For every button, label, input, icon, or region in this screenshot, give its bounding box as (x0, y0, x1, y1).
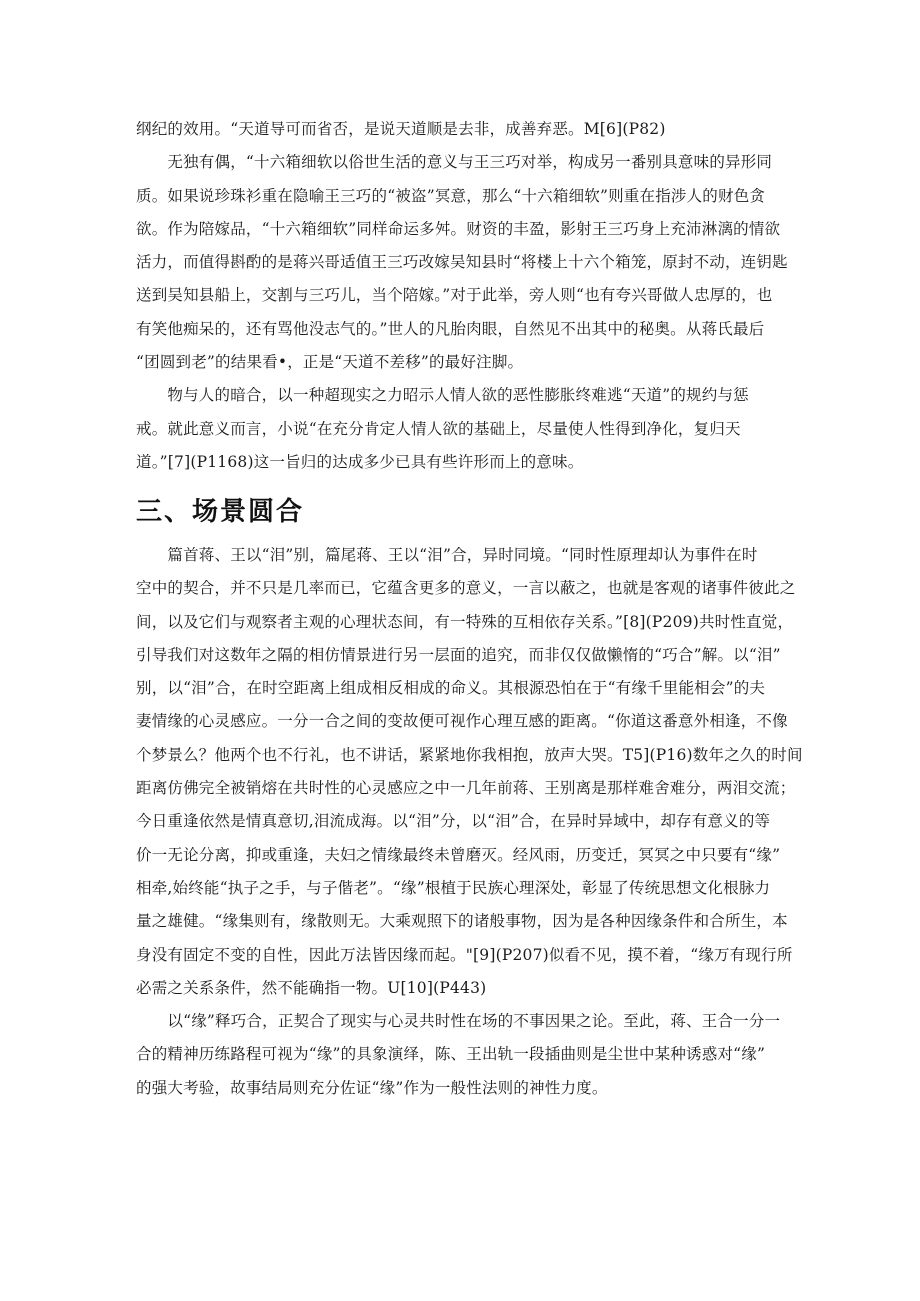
body-line: 妻情缘的心灵感应。一分一合之间的变故便可视作心理互感的距离。“你道这番意外相逢，不像 (136, 712, 788, 731)
body-line: 以“缘”释巧合，正契合了现实与心灵共时性在场的不事因果之论。至此，蒋、王合一分一 (136, 1012, 781, 1031)
text-block-after-heading (136, 539, 803, 1105)
body-line: 送到吴知县船上，交割与三巧儿，当个陪嫁。”对于此举，旁人则“也有夸兴哥做人忠厚的，也 (136, 286, 773, 305)
body-line: 活力，而值得斟酌的是蒋兴哥适值王三巧改嫁吴知县时“将楼上十六个箱笼，原封不动，连钥匙 (136, 253, 788, 272)
body-line: 量之雄健。“缘集则有，缘散则无。大乘观照下的诸般事物，因为是各种因缘条件和合所生，本 (136, 912, 788, 931)
section-heading: 三、场景圆合 (136, 497, 305, 527)
body-line: 必需之关系条件，然不能确指一物。U[10](P443) (136, 978, 487, 997)
body-line: 个梦景么？他两个也不行礼，也不讲话，紧紧地你我相抱，放声大哭。T5](P16)数年之久的时间 (136, 745, 803, 764)
body-line: 物与人的暗合，以一种超现实之力昭示人情人欲的恶性膨胀终难逃“天道”的规约与惩 (136, 386, 749, 405)
body-line: 纲纪的效用。“天道导可而省否，是说天道顺是去非，成善弃恶。M[6](P82) (136, 120, 666, 138)
body-line: 道。”[7](P1168)这一旨归的达成多少已具有些许形而上的意味。 (136, 452, 584, 471)
body-line: 合的精神历练路程可视为“缘”的具象演绎，陈、王出轨一段插曲则是尘世中某种诱惑对“缘” (136, 1045, 766, 1064)
text-block-before-heading (136, 113, 786, 479)
body-line: 间，以及它们与观察者主观的心理状态间，有一特殊的互相依存关系。”[8](P209)共时性直觉， (136, 612, 794, 631)
body-line: 无独有偶，“十六箱细软以俗世生活的意义与王三巧对举，构成另一番别具意味的异形同 (136, 153, 773, 172)
body-line: 相牵,始终能“执子之手，与子偕老”。“缘”根植于民族心理深处，彰显了传统思想文化根脉力 (136, 878, 771, 897)
body-line: 戒。就此意义而言，小说“在充分肯定人情人欲的基础上，尽量使人性得到净化，复归天 (136, 419, 741, 438)
body-line: 的强大考验，故事结局则充分佐证“缘”作为一般性法则的神性力度。 (136, 1078, 608, 1097)
body-line: 欲。作为陪嫁品，“十六箱细软”同样命运多舛。财资的丰盈，影射王三巧身上充沛淋漓的情欲 (136, 219, 781, 238)
body-line: 价一无论分离，抑或重逢，夫妇之情缘最终未曾磨灭。经风雨，历变迁，冥冥之中只要有“缘” (136, 845, 781, 864)
body-line: 别，以“泪”合，在时空距离上组成相反相成的命义。其根源恐怕在于“有缘千里能相会”的夫 (136, 679, 766, 698)
body-line: 今日重逢依然是情真意切,泪流成海。以“泪”分，以“泪”合，在异时异域中，却存有意义的等 (136, 812, 771, 831)
body-line: “团圆到老”的结果看•，正是“天道不差移”的最好注脚。 (136, 353, 524, 372)
body-line: 空中的契合，并不只是几率而已，它蕴含更多的意义，一言以蔽之，也就是客观的诸事件彼此之 (136, 579, 796, 598)
body-line: 身没有固定不变的自性，因此万法皆因缘而起。"[9](P207)似看不见，摸不着，“缘万有现行所 (136, 945, 793, 964)
body-line: 篇首蒋、王以“泪”别，篇尾蒋、王以“泪”合，异时同境。“同时性原理却认为事件在时 (136, 546, 758, 564)
body-line: 质。如果说珍珠衫重在隐喻王三巧的“被盗”冥意，那么“十六箱细软”则重在指涉人的财色贪 (136, 186, 766, 205)
body-line: 距离仿佛完全被销熔在共时性的心灵感应之中一几年前蒋、王别离是那样难舍难分，两泪交流； (136, 779, 796, 798)
body-line: 有笑他痴呆的，还有骂他没志气的。”世人的凡胎肉眼，自然见不出其中的秘奥。从蒋氏最后 (136, 319, 765, 338)
body-line: 引导我们对这数年之隔的相仿情景进行另一层面的追究，而非仅仅做懒惰的“巧合”解。以“泪” (136, 645, 781, 664)
